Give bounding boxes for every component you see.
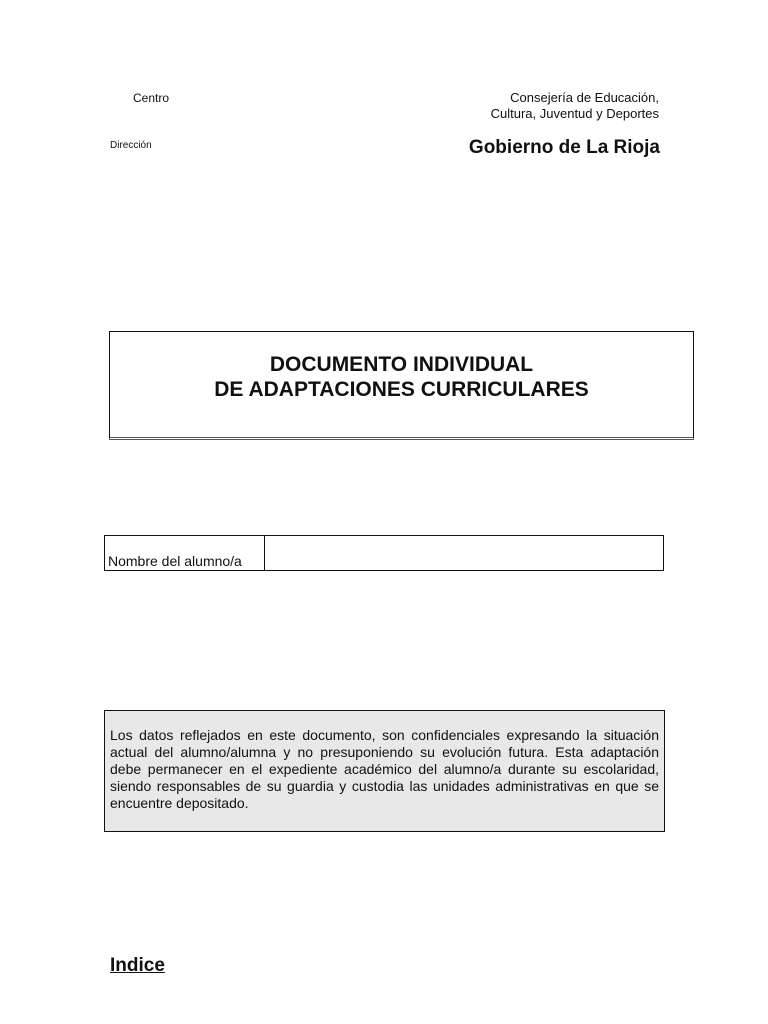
confidentiality-notice: Los datos reflejados en este documento, son confidenciales expresando la situación actual del alumno/alumna y no presuponiendo su evolución futura. Esta adaptación debe permanecer en el expediente académico del alumno/a durante su escolaridad, siendo responsables de su guardia y custodia las unidades administrativas en que se encuentre depositado. — [104, 710, 665, 832]
consejeria-line-2: Cultura, Juventud y Deportes — [490, 106, 659, 121]
document-title-line-2: DE ADAPTACIONES CURRICULARES — [214, 378, 589, 401]
student-name-field[interactable] — [265, 536, 663, 570]
consejeria-heading — [399, 90, 659, 122]
centro-label: Centro — [133, 91, 170, 105]
student-name-label: Nombre del alumno/a — [105, 536, 265, 570]
consejeria-line-1: Consejería de Educación, — [510, 90, 659, 105]
gobierno-heading: Gobierno de La Rioja — [468, 137, 660, 158]
direccion-label: Dirección — [110, 140, 152, 151]
document-title-line-1: DOCUMENTO INDIVIDUAL — [269, 353, 534, 376]
student-name-row — [104, 535, 664, 571]
index-heading: Indice — [110, 955, 165, 976]
document-title-box — [109, 331, 694, 440]
